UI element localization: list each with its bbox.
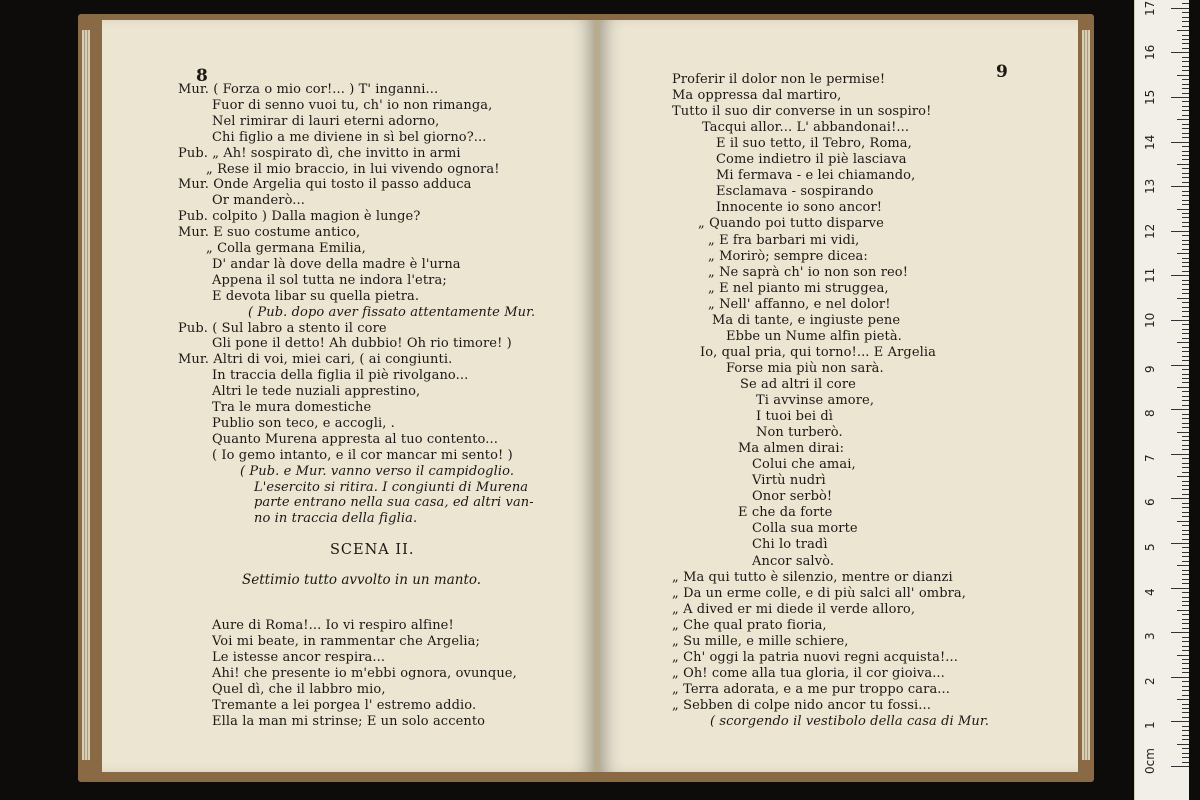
ruler-tick bbox=[1182, 436, 1189, 437]
page-edges-left bbox=[82, 30, 90, 760]
ruler-tick bbox=[1182, 191, 1189, 192]
ruler-tick bbox=[1182, 333, 1189, 334]
text-line: „ Sebben di colpe nido ancor tu fossi... bbox=[672, 697, 931, 713]
ruler-tick bbox=[1182, 200, 1189, 201]
ruler-tick bbox=[1182, 168, 1189, 169]
ruler-tick bbox=[1182, 48, 1189, 49]
ruler-tick bbox=[1182, 271, 1189, 272]
ruler-tick bbox=[1182, 106, 1189, 107]
ruler-tick bbox=[1182, 338, 1189, 339]
ruler-tick bbox=[1182, 418, 1189, 419]
ruler-tick bbox=[1182, 717, 1189, 718]
text-line: Le istesse ancor respira... bbox=[212, 650, 386, 665]
ruler-tick bbox=[1182, 369, 1189, 370]
ruler-tick bbox=[1182, 307, 1189, 308]
ruler-tick bbox=[1182, 311, 1189, 312]
ruler-tick bbox=[1182, 396, 1189, 397]
text-line: Onor serbò! bbox=[752, 489, 833, 505]
text-line: In traccia della figlia il piè rivolgano... bbox=[212, 368, 469, 384]
ruler-tick bbox=[1182, 324, 1189, 325]
measuring-ruler bbox=[1134, 0, 1189, 800]
ruler-tick bbox=[1182, 124, 1189, 125]
text-line: no in traccia della figlia. bbox=[254, 511, 418, 527]
ruler-tick bbox=[1182, 646, 1189, 647]
text-line: Pub. ( Sul labro a stento il core bbox=[178, 320, 387, 336]
ruler-tick bbox=[1182, 84, 1189, 85]
text-line: Publio son teco, e accogli, . bbox=[212, 415, 395, 431]
ruler-tick bbox=[1182, 262, 1189, 263]
text-line: Tutto il suo dir converse in un sospiro! bbox=[672, 104, 932, 120]
ruler-tick bbox=[1182, 57, 1189, 58]
right-page bbox=[600, 20, 1078, 772]
ruler-tick bbox=[1182, 748, 1189, 749]
ruler-tick bbox=[1182, 391, 1189, 392]
ruler-tick bbox=[1171, 275, 1189, 276]
ruler-tick bbox=[1182, 213, 1189, 214]
ruler-tick bbox=[1171, 8, 1189, 9]
text-line: Esclamava - sospirando bbox=[716, 184, 874, 200]
ruler-tick bbox=[1177, 30, 1189, 31]
ruler-tick bbox=[1182, 146, 1189, 147]
ruler-tick bbox=[1171, 498, 1189, 499]
ruler-tick bbox=[1182, 597, 1189, 598]
ruler-tick bbox=[1182, 668, 1189, 669]
text-line: Colla sua morte bbox=[752, 521, 858, 537]
ruler-tick bbox=[1182, 423, 1189, 424]
ruler-tick bbox=[1182, 525, 1189, 526]
ruler-tick bbox=[1182, 316, 1189, 317]
text-line: Ebbe un Nume alfin pietà. bbox=[726, 328, 902, 344]
ruler-tick bbox=[1177, 699, 1189, 700]
ruler-tick bbox=[1182, 494, 1189, 495]
ruler-number: 1 bbox=[1143, 721, 1157, 730]
text-line: „ Da un erme colle, e di più salci all' ombra, bbox=[672, 585, 967, 601]
ruler-tick bbox=[1177, 655, 1189, 656]
ruler-tick bbox=[1182, 101, 1189, 102]
ruler-tick bbox=[1177, 476, 1189, 477]
ruler-tick bbox=[1182, 289, 1189, 290]
ruler-tick bbox=[1177, 342, 1189, 343]
ruler-tick bbox=[1182, 137, 1189, 138]
text-line: Chi lo tradì bbox=[752, 537, 828, 553]
text-line: Mur. Altri di voi, miei cari, ( ai congiunti. bbox=[178, 352, 453, 368]
text-line: Ti avvinse amore, bbox=[756, 393, 875, 408]
ruler-tick bbox=[1182, 43, 1189, 44]
text-line: Virtù nudrì bbox=[752, 473, 826, 489]
ruler-tick bbox=[1171, 543, 1189, 544]
text-line: Mur. Onde Argelia qui tosto il passo adduca bbox=[178, 177, 472, 193]
ruler-tick bbox=[1182, 284, 1189, 285]
text-line: „ Ch' oggi la patria nuovi regni acquista!... bbox=[672, 649, 958, 665]
ruler-tick bbox=[1182, 204, 1189, 205]
text-line: Pub. colpito ) Dalla magion è lunge? bbox=[178, 209, 421, 225]
ruler-tick bbox=[1182, 217, 1189, 218]
ruler-tick bbox=[1182, 552, 1189, 553]
ruler-tick bbox=[1182, 21, 1189, 22]
ruler-number: 6 bbox=[1143, 498, 1157, 507]
ruler-tick bbox=[1171, 365, 1189, 366]
ruler-tick bbox=[1177, 253, 1189, 254]
ruler-tick bbox=[1182, 226, 1189, 227]
ruler-number: 9 bbox=[1143, 364, 1157, 373]
text-line: „ Nell' affanno, e nel dolor! bbox=[708, 296, 891, 312]
ruler-tick bbox=[1182, 79, 1189, 80]
ruler-tick bbox=[1182, 614, 1189, 615]
ruler-tick bbox=[1182, 302, 1189, 303]
ruler-tick bbox=[1182, 427, 1189, 428]
text-line: Mur. E suo costume antico, bbox=[178, 225, 361, 241]
stage-direction: Settimio tutto avvolto in un manto. bbox=[242, 572, 482, 588]
ruler-tick bbox=[1182, 458, 1189, 459]
page-edges-right bbox=[1082, 30, 1090, 760]
ruler-tick bbox=[1182, 329, 1189, 330]
ruler-number: 13 bbox=[1143, 178, 1157, 195]
text-line: ( Pub. e Mur. vanno verso il campidoglio. bbox=[240, 463, 515, 479]
text-line: E il suo tetto, il Tebro, Roma, bbox=[716, 136, 912, 152]
page-number-right: 9 bbox=[996, 62, 1008, 82]
ruler-tick bbox=[1182, 249, 1189, 250]
ruler-tick bbox=[1171, 632, 1189, 633]
ruler-number: 10 bbox=[1143, 312, 1157, 328]
ruler-tick bbox=[1182, 753, 1189, 754]
text-line: Altri le tede nuziali apprestino, bbox=[212, 384, 421, 400]
text-line: Ancor salvò. bbox=[752, 553, 835, 569]
ruler-tick bbox=[1182, 39, 1189, 40]
ruler-tick bbox=[1182, 66, 1189, 67]
text-line: Pub. „ Ah! sospirato dì, che invitto in armi bbox=[178, 145, 461, 161]
text-line: Mur. ( Forza o mio cor!... ) T' inganni... bbox=[178, 82, 439, 97]
text-line: Tacqui allor... L' abbandonai!... bbox=[702, 120, 910, 136]
ruler-tick bbox=[1182, 133, 1189, 134]
ruler-tick bbox=[1182, 672, 1189, 673]
ruler-number: 15 bbox=[1143, 89, 1157, 105]
ruler-number: 8 bbox=[1143, 409, 1157, 418]
text-line: E che da forte bbox=[738, 505, 833, 521]
ruler-tick bbox=[1177, 387, 1189, 388]
ruler-tick bbox=[1182, 93, 1189, 94]
ruler-tick bbox=[1182, 561, 1189, 562]
text-line: Gli pone il detto! Ah dubbio! Oh rio timore! ) bbox=[212, 336, 512, 352]
ruler-tick bbox=[1182, 489, 1189, 490]
ruler-tick bbox=[1182, 574, 1189, 575]
text-line: „ Rese il mio braccio, in lui vivendo ognora! bbox=[206, 161, 500, 177]
text-line: parte entrano nella sua casa, ed altri van- bbox=[254, 495, 534, 511]
ruler-tick bbox=[1182, 619, 1189, 620]
ruler-tick bbox=[1182, 481, 1189, 482]
text-line: Forse mia più non sarà. bbox=[726, 360, 884, 376]
ruler-tick bbox=[1171, 142, 1189, 143]
ruler-tick bbox=[1177, 565, 1189, 566]
ruler-tick bbox=[1182, 61, 1189, 62]
text-line: Mi fermava - e lei chiamando, bbox=[716, 168, 916, 184]
ruler-tick bbox=[1171, 588, 1189, 589]
right-page-text bbox=[600, 20, 1078, 772]
ruler-tick bbox=[1182, 739, 1189, 740]
ruler-tick bbox=[1182, 351, 1189, 352]
ruler-tick bbox=[1182, 115, 1189, 116]
ruler-tick bbox=[1182, 440, 1189, 441]
ruler-tick bbox=[1182, 641, 1189, 642]
ruler-tick bbox=[1177, 521, 1189, 522]
ruler-tick bbox=[1182, 151, 1189, 152]
ruler-tick bbox=[1182, 235, 1189, 236]
ruler-tick bbox=[1182, 605, 1189, 606]
text-line: Se ad altri il core bbox=[740, 376, 856, 392]
text-line: E devota libar su quella pietra. bbox=[212, 288, 420, 304]
ruler-tick bbox=[1182, 414, 1189, 415]
text-line: Colui che amai, bbox=[752, 457, 856, 473]
text-line: Chi figlio a me diviene in sì bel giorno?... bbox=[212, 129, 487, 145]
ruler-tick bbox=[1182, 512, 1189, 513]
ruler-tick bbox=[1171, 52, 1189, 53]
ruler-tick bbox=[1182, 708, 1189, 709]
ruler-number: 4 bbox=[1143, 587, 1157, 596]
text-line: Nel rimirar di lauri eterni adorno, bbox=[212, 113, 440, 129]
ruler-tick bbox=[1182, 405, 1189, 406]
ruler-tick bbox=[1177, 610, 1189, 611]
ruler-tick bbox=[1182, 173, 1189, 174]
ruler-tick bbox=[1182, 730, 1189, 731]
ruler-tick bbox=[1177, 744, 1189, 745]
ruler-tick bbox=[1182, 686, 1189, 687]
ruler-tick bbox=[1182, 547, 1189, 548]
ruler-tick bbox=[1182, 182, 1189, 183]
ruler-tick bbox=[1182, 579, 1189, 580]
ruler-tick bbox=[1182, 628, 1189, 629]
ruler-number: 3 bbox=[1143, 632, 1157, 641]
ruler-tick bbox=[1182, 712, 1189, 713]
ruler-tick bbox=[1182, 280, 1189, 281]
text-line: „ A dived er mi diede il verde alloro, bbox=[672, 601, 916, 617]
ruler-tick bbox=[1171, 320, 1189, 321]
text-line: Ma di tante, e ingiuste pene bbox=[712, 312, 901, 328]
ruler-tick bbox=[1182, 530, 1189, 531]
ruler-tick bbox=[1182, 244, 1189, 245]
ruler-tick bbox=[1182, 592, 1189, 593]
ruler-tick bbox=[1182, 467, 1189, 468]
text-line: „ Morirò; sempre dicea: bbox=[708, 248, 868, 264]
ruler-tick bbox=[1182, 757, 1189, 758]
ruler-tick bbox=[1171, 409, 1189, 410]
text-line: „ E nel pianto mi struggea, bbox=[708, 280, 889, 296]
ruler-tick bbox=[1182, 690, 1189, 691]
text-line: Or manderò... bbox=[212, 193, 305, 209]
ruler-tick bbox=[1182, 539, 1189, 540]
ruler-tick bbox=[1182, 128, 1189, 129]
ruler-tick bbox=[1182, 378, 1189, 379]
ruler-number: 5 bbox=[1143, 543, 1157, 551]
ruler-tick bbox=[1182, 240, 1189, 241]
ruler-tick bbox=[1182, 570, 1189, 571]
ruler-tick bbox=[1182, 623, 1189, 624]
ruler-tick bbox=[1182, 556, 1189, 557]
text-line: ( scorgendo il vestibolo della casa di Mur. bbox=[710, 714, 989, 729]
ruler-tick bbox=[1182, 681, 1189, 682]
ruler-tick bbox=[1177, 75, 1189, 76]
ruler-tick bbox=[1182, 663, 1189, 664]
text-line: ( Pub. dopo aver fissato attentamente Mur. bbox=[248, 304, 536, 320]
ruler-tick bbox=[1171, 97, 1189, 98]
ruler-number: 0cm bbox=[1143, 748, 1157, 774]
ruler-tick bbox=[1182, 17, 1189, 18]
ruler-tick bbox=[1182, 659, 1189, 660]
ruler-tick bbox=[1182, 704, 1189, 705]
text-line: Innocente io sono ancor! bbox=[716, 200, 883, 216]
ruler-tick bbox=[1182, 637, 1189, 638]
ruler-number: 7 bbox=[1143, 454, 1157, 462]
ruler-tick bbox=[1182, 110, 1189, 111]
ruler-tick bbox=[1182, 449, 1189, 450]
text-line: Voi mi beate, in rammentar che Argelia; bbox=[212, 634, 480, 649]
text-line: Appena il sol tutta ne indora l'etra; bbox=[212, 272, 447, 288]
text-line: „ Terra adorata, e a me pur troppo cara... bbox=[672, 681, 950, 697]
text-line: Ahi! che presente io m'ebbi ognora, ovunque, bbox=[212, 666, 517, 681]
ruler-tick bbox=[1182, 382, 1189, 383]
text-line: Non turberò. bbox=[756, 425, 843, 441]
ruler-tick bbox=[1182, 695, 1189, 696]
text-line: „ Che qual prato fioria, bbox=[672, 617, 827, 633]
ruler-tick bbox=[1182, 222, 1189, 223]
ruler-tick bbox=[1182, 726, 1189, 727]
ruler-tick bbox=[1182, 503, 1189, 504]
ruler-tick bbox=[1177, 209, 1189, 210]
page-number-left: 8 bbox=[196, 66, 208, 86]
ruler-tick bbox=[1182, 534, 1189, 535]
text-line: Come indietro il piè lasciava bbox=[716, 152, 907, 168]
ruler-number: 11 bbox=[1143, 268, 1157, 284]
left-page bbox=[102, 20, 594, 772]
ruler-tick bbox=[1171, 231, 1189, 232]
ruler-number: 2 bbox=[1143, 677, 1157, 685]
left-page-text-2 bbox=[102, 20, 594, 772]
ruler-tick bbox=[1182, 463, 1189, 464]
ruler-tick bbox=[1182, 177, 1189, 178]
text-line: Quel dì, che il labbro mio, bbox=[212, 682, 386, 697]
ruler-tick bbox=[1182, 472, 1189, 473]
text-line: Io, qual pria, qui torno!... E Argelia bbox=[700, 344, 936, 360]
text-line: Proferir il dolor non le permise! bbox=[672, 72, 886, 87]
text-line: „ Quando poi tutto disparve bbox=[698, 216, 884, 232]
ruler-tick bbox=[1182, 88, 1189, 89]
ruler-tick bbox=[1177, 119, 1189, 120]
text-line: „ Su mille, e mille schiere, bbox=[672, 633, 849, 649]
ruler-tick bbox=[1182, 516, 1189, 517]
ruler-tick bbox=[1182, 445, 1189, 446]
text-line: Tremante a lei porgea l' estremo addio. bbox=[212, 698, 477, 713]
text-line: „ Oh! come alla tua gloria, il cor gioiva... bbox=[672, 665, 945, 681]
text-line: ( Io gemo intanto, e il cor mancar mi sento! ) bbox=[212, 447, 513, 463]
text-line: Ella la man mi strinse; E un solo accento bbox=[212, 714, 486, 729]
ruler-tick bbox=[1171, 721, 1189, 722]
ruler-tick bbox=[1182, 155, 1189, 156]
text-line: Tra le mura domestiche bbox=[212, 400, 372, 415]
ruler-tick bbox=[1182, 507, 1189, 508]
ruler-tick bbox=[1182, 374, 1189, 375]
ruler-tick bbox=[1182, 159, 1189, 160]
ruler-tick bbox=[1182, 400, 1189, 401]
ruler-tick bbox=[1182, 195, 1189, 196]
ruler-tick bbox=[1182, 70, 1189, 71]
ruler-tick bbox=[1182, 485, 1189, 486]
ruler-tick bbox=[1171, 454, 1189, 455]
ruler-tick bbox=[1182, 347, 1189, 348]
text-line: „ E fra barbari mi vidi, bbox=[708, 232, 860, 248]
ruler-tick bbox=[1171, 186, 1189, 187]
ruler-tick bbox=[1182, 35, 1189, 36]
ruler-number: 17 bbox=[1143, 0, 1157, 16]
ruler-tick bbox=[1182, 356, 1189, 357]
ruler-tick bbox=[1182, 650, 1189, 651]
ruler-tick bbox=[1182, 583, 1189, 584]
text-line: Ma almen dirai: bbox=[738, 441, 845, 457]
text-line: L'esercito si ritira. I congiunti di Murena bbox=[254, 479, 529, 495]
text-line: Fuor di senno vuoi tu, ch' io non rimanga, bbox=[212, 97, 493, 113]
text-line: D' andar là dove della madre è l'urna bbox=[212, 256, 461, 272]
text-line: Ma oppressa dal martiro, bbox=[672, 88, 842, 104]
ruler-tick bbox=[1182, 3, 1189, 4]
scene-heading: SCENA II. bbox=[330, 542, 415, 558]
ruler-number: 16 bbox=[1143, 45, 1157, 61]
ruler-tick bbox=[1177, 432, 1189, 433]
ruler-tick bbox=[1171, 677, 1189, 678]
ruler-tick bbox=[1182, 360, 1189, 361]
text-line: Quanto Murena appresta al tuo contento... bbox=[212, 431, 498, 447]
ruler-tick bbox=[1182, 12, 1189, 13]
text-line: „ Colla germana Emilia, bbox=[206, 241, 366, 256]
ruler-tick bbox=[1182, 601, 1189, 602]
text-line: „ Ma qui tutto è silenzio, mentre or dianzi bbox=[672, 569, 953, 585]
ruler-tick bbox=[1182, 735, 1189, 736]
ruler-tick bbox=[1182, 762, 1189, 763]
text-line: Aure di Roma!... Io vi respiro alfine! bbox=[212, 618, 454, 633]
text-line: „ Ne saprà ch' io non son reo! bbox=[708, 264, 909, 280]
ruler-tick bbox=[1171, 766, 1189, 767]
ruler-number: 14 bbox=[1143, 134, 1157, 150]
ruler-tick bbox=[1177, 164, 1189, 165]
ruler-tick bbox=[1177, 298, 1189, 299]
ruler-tick bbox=[1182, 293, 1189, 294]
text-line: I tuoi bei dì bbox=[756, 409, 834, 425]
ruler-tick bbox=[1182, 26, 1189, 27]
ruler-tick bbox=[1182, 266, 1189, 267]
ruler-tick bbox=[1182, 258, 1189, 259]
ruler-number: 12 bbox=[1143, 223, 1157, 239]
